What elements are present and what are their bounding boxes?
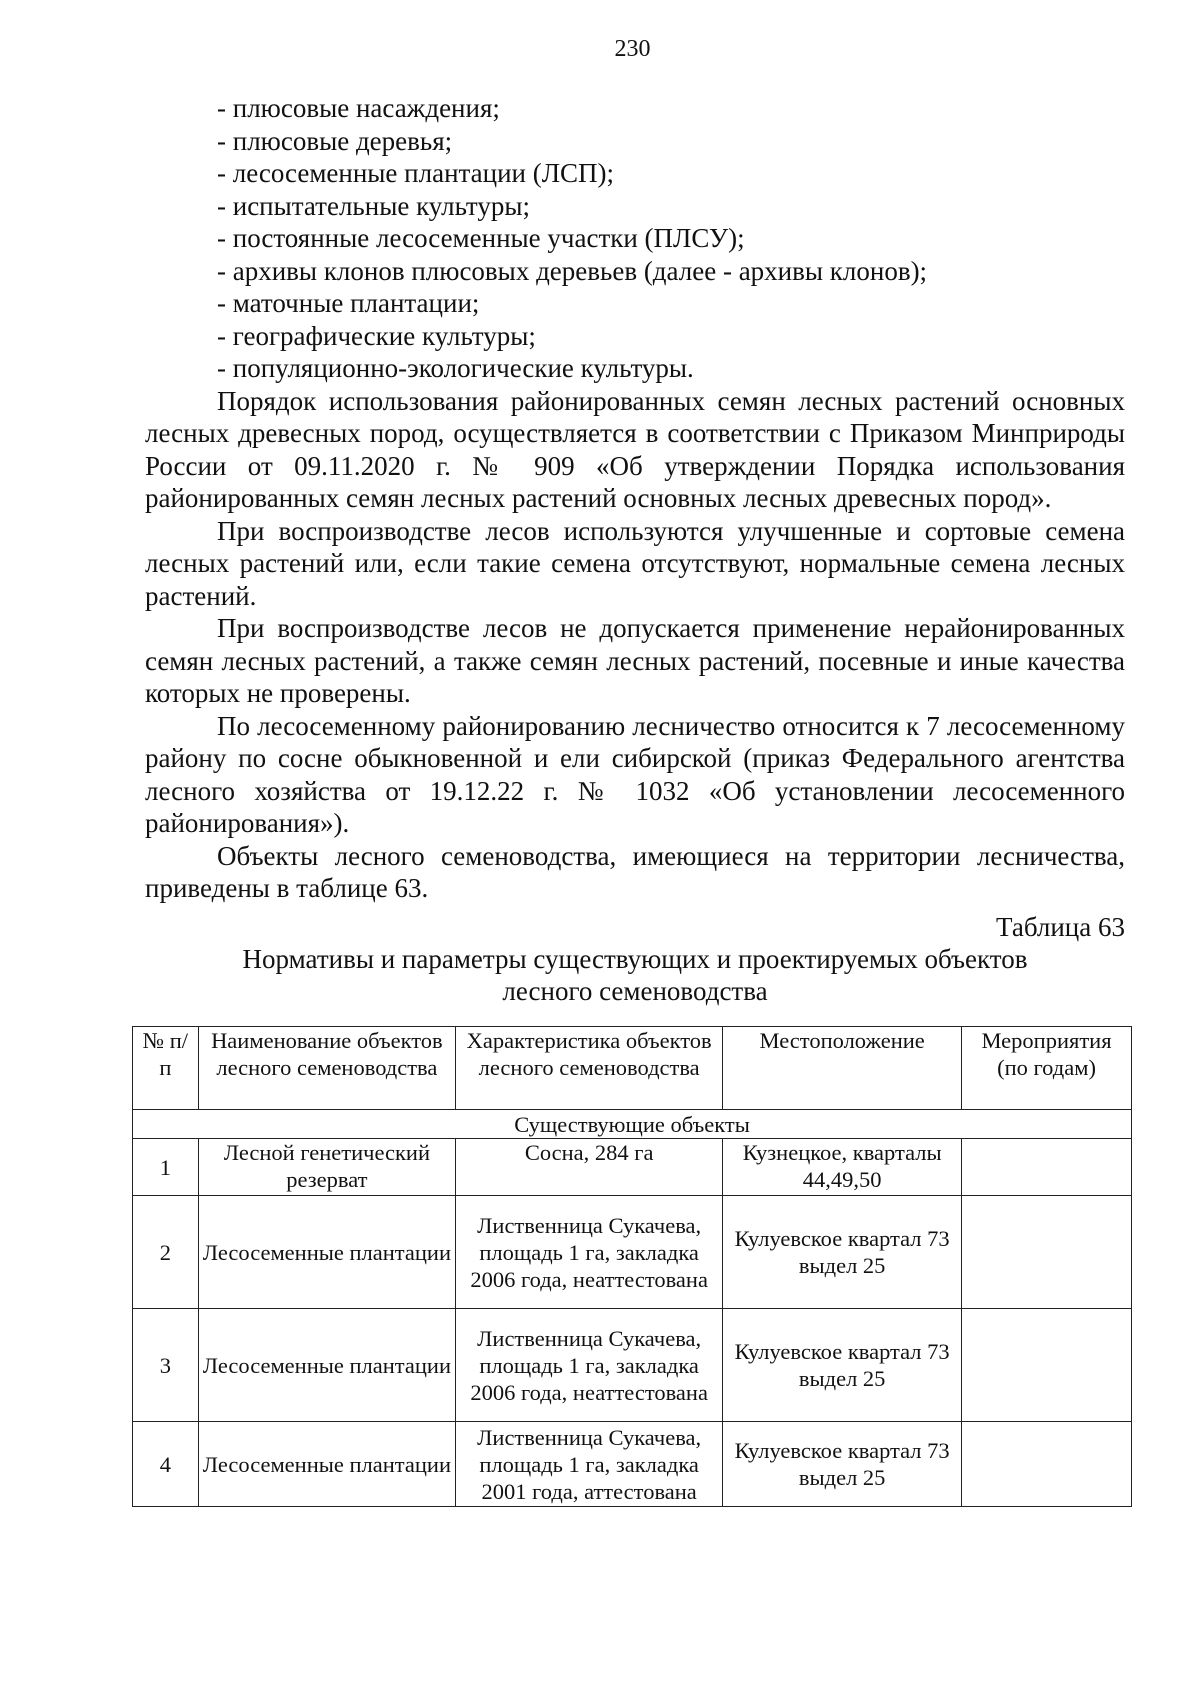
list-item: - популяционно-экологические культуры. bbox=[217, 353, 694, 383]
table-row bbox=[133, 1422, 1132, 1507]
cell-measures bbox=[962, 1309, 1132, 1422]
table-number: Таблица 63 bbox=[996, 911, 1125, 942]
cell-name: Лесосеменные плантации bbox=[198, 1422, 455, 1507]
section-existing: Существующие объекты bbox=[133, 1110, 1132, 1139]
paragraph: Порядок использования районированных семян лесных растений основных лесных древесных пород, осуществляется в соответствии с Приказом Минприроды России от 09.11.2020 г. № 909 «Об утверждении Порядка использования районированных семян лесных растений основных лесных древесных пород». bbox=[145, 385, 1125, 513]
body-text bbox=[145, 92, 1125, 1027]
cell-name: Лесосеменные плантации bbox=[198, 1196, 455, 1309]
list-item: - лесосеменные плантации (ЛСП); bbox=[217, 158, 615, 188]
list-item: - постоянные лесосеменные участки (ПЛСУ); bbox=[217, 223, 745, 253]
page-number: 230 bbox=[614, 36, 651, 62]
cell-characteristic: Лиственница Сукачева, площадь 1 га, закладка 2006 года, неаттестована bbox=[455, 1309, 722, 1422]
cell-measures bbox=[962, 1422, 1132, 1507]
list-item: - плюсовые деревья; bbox=[217, 125, 453, 156]
table-title-line1: Нормативы и параметры существующих и проектируемых объектов bbox=[242, 944, 1028, 974]
list-item: - плюсовые насаждения; bbox=[217, 93, 500, 123]
cell-measures bbox=[962, 1196, 1132, 1309]
paragraph: При воспроизводстве лесов используются улучшенные и сортовые семена лесных растений или, если такие семена отсутствуют, нормальные семена лесных растений. bbox=[145, 515, 1125, 611]
cell-num: 2 bbox=[133, 1196, 199, 1309]
table-title-line2: лесного семеноводства bbox=[502, 976, 768, 1006]
cell-measures bbox=[962, 1139, 1132, 1196]
header-measures: Мероприятия (по годам) bbox=[962, 1027, 1132, 1110]
paragraph: По лесосеменному районированию лесничество относится к 7 лесосеменному району по сосне обыкновенной и ели сибирской (приказ Федерального агентства лесного хозяйства от 19.12.22 г. № 1032 «Об установлении лесосеменного районирования»). bbox=[145, 710, 1125, 838]
header-num: № п/п bbox=[133, 1027, 199, 1110]
cell-location: Кулуевское квартал 73 выдел 25 bbox=[723, 1196, 962, 1309]
cell-location: Кулуевское квартал 73 выдел 25 bbox=[723, 1309, 962, 1422]
list-item: - архивы клонов плюсовых деревьев (далее - архивы клонов); bbox=[217, 255, 928, 286]
cell-location: Кузнецкое, кварталы 44,49,50 bbox=[723, 1139, 962, 1196]
cell-num: 3 bbox=[133, 1309, 199, 1422]
cell-name: Лесной генетический резерват bbox=[198, 1139, 455, 1196]
header-characteristic: Характеристика объектов лесного семеноводства bbox=[455, 1027, 722, 1110]
header-location: Местоположение bbox=[723, 1027, 962, 1110]
table-title bbox=[145, 943, 1125, 1007]
paragraph: При воспроизводстве лесов не допускается применение нерайонированных семян лесных растений, а также семян лесных растений, посевные и иные качества которых не проверены. bbox=[145, 613, 1125, 708]
table-row bbox=[133, 1139, 1132, 1196]
cell-characteristic: Сосна, 284 га bbox=[455, 1139, 722, 1196]
list-item: - географические культуры; bbox=[217, 320, 536, 351]
cell-location: Кулуевское квартал 73 выдел 25 bbox=[723, 1422, 962, 1507]
seed-objects-table bbox=[132, 1026, 1132, 1507]
cell-name: Лесосеменные плантации bbox=[198, 1309, 455, 1422]
cell-num: 4 bbox=[133, 1422, 199, 1507]
list-item: - маточные плантации; bbox=[217, 288, 480, 318]
section-row bbox=[133, 1110, 1132, 1139]
paragraph: Объекты лесного семеноводства, имеющиеся на территории лесничества, приведены в таблице 63. bbox=[145, 840, 1125, 903]
table-row bbox=[133, 1309, 1132, 1422]
cell-characteristic: Лиственница Сукачева, площадь 1 га, закладка 2006 года, неаттестована bbox=[455, 1196, 722, 1309]
seed-objects-list bbox=[145, 92, 1125, 385]
list-item: - испытательные культуры; bbox=[217, 190, 530, 221]
header-name: Наименование объектов лесного семеноводства bbox=[198, 1027, 455, 1110]
table-row bbox=[133, 1196, 1132, 1309]
table-header-row bbox=[133, 1027, 1132, 1110]
cell-characteristic: Лиственница Сукачева, площадь 1 га, закладка 2001 года, аттестована bbox=[455, 1422, 722, 1507]
cell-num: 1 bbox=[133, 1139, 199, 1196]
